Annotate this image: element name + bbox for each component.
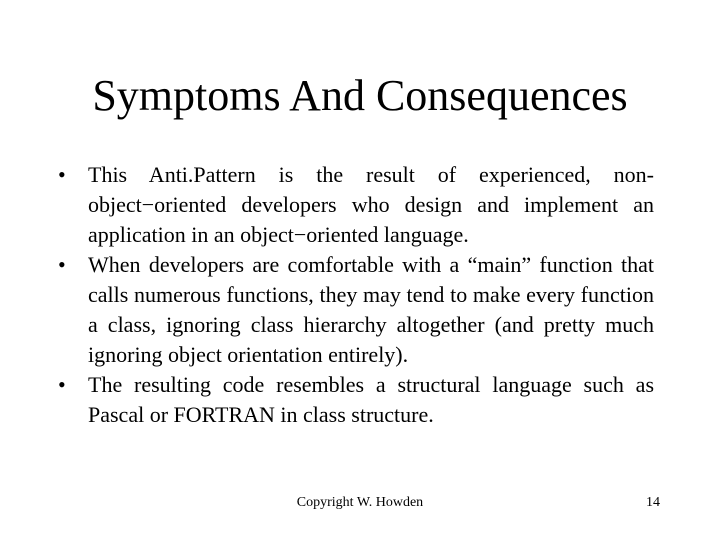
bullet-item [58, 250, 654, 370]
bullet-marker: • [58, 252, 66, 277]
bullet-marker: • [58, 162, 66, 187]
page-number: 14 [646, 495, 660, 510]
bullet-text: When developers are comfortable with a “main” function that calls numerous functions, they may tend to make every function a class, ignoring class hierarchy altogether (and pretty much ignoring object orientation entirely). [88, 252, 654, 367]
footer-copyright: Copyright W. Howden [296, 495, 424, 510]
bullet-text: This Anti.Pattern is the result of experienced, non-object−oriented developers who design and implement an application in an object−oriented language. [88, 162, 654, 247]
bullet-marker: • [58, 372, 66, 397]
bullet-list [58, 160, 654, 430]
bullet-item [58, 160, 654, 250]
slide-title: Symptoms And Consequences [92, 71, 628, 120]
bullet-text: The resulting code resembles a structural language such as Pascal or FORTRAN in class structure. [88, 372, 654, 427]
bullet-item [58, 370, 654, 430]
